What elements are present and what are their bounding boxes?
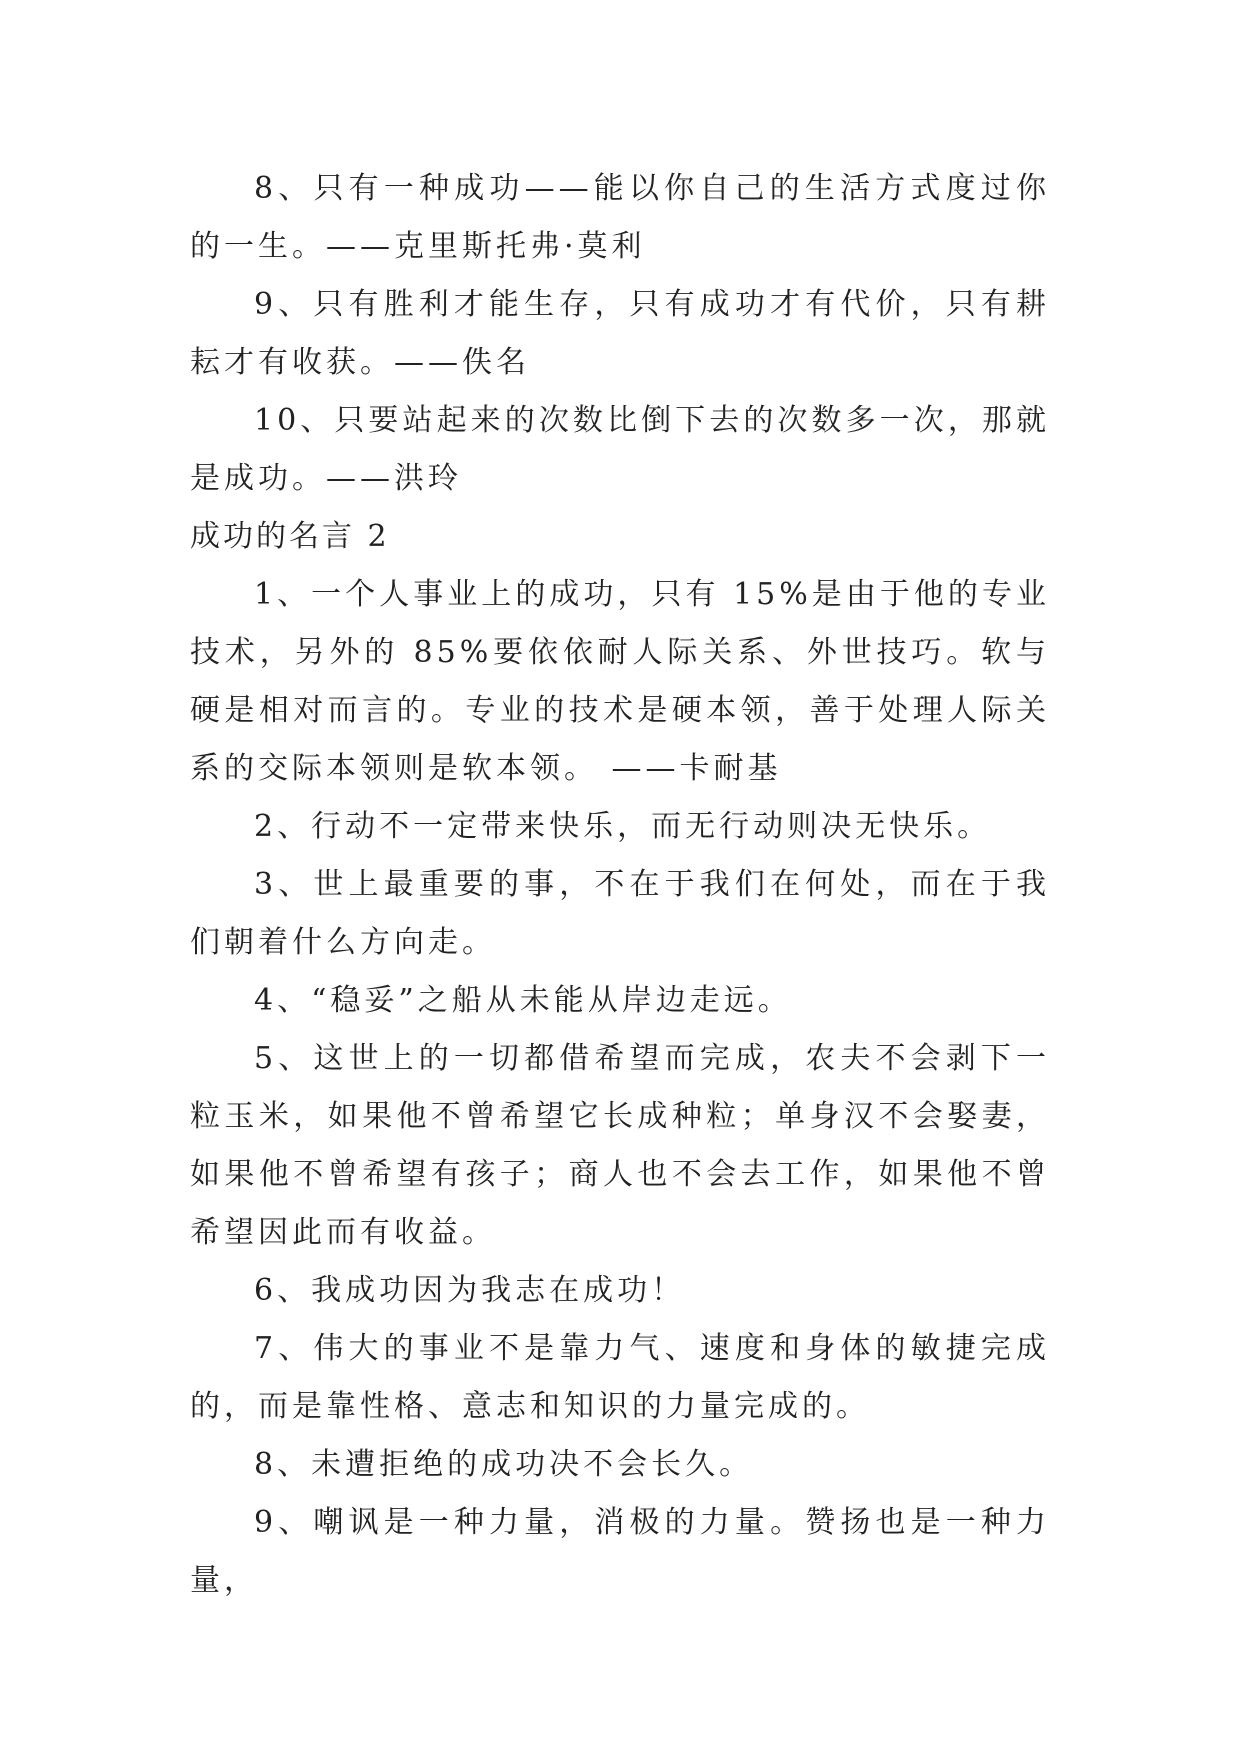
quote-paragraph: 9、嘲讽是一种力量，消极的力量。赞扬也是一种力量，: [190, 1505, 1050, 1598]
quote-paragraph: 10、只要站起来的次数比倒下去的次数多一次，那就是成功。——洪玲: [190, 403, 1050, 496]
quote-paragraph: 9、只有胜利才能生存，只有成功才有代价，只有耕耘才有收获。——佚名: [190, 287, 1050, 380]
section-heading: 成功的名言 2: [190, 519, 390, 554]
quote-paragraph: 6、我成功因为我志在成功！: [254, 1273, 686, 1308]
quote-paragraph: 1、一个人事业上的成功，只有 15%是由于他的专业技术，另外的 85%要依依耐人际关系、外世技巧。软与硬是相对而言的。专业的技术是硬本领，善于处理人际关系的交际本领则是软本领。 ——卡耐基: [190, 577, 1050, 786]
document-body: [190, 160, 1050, 1610]
quote-paragraph: 5、这世上的一切都借希望而完成，农夫不会剥下一粒玉米，如果他不曾希望它长成种粒；单身汉不会娶妻，如果他不曾希望有孩子；商人也不会去工作，如果他不曾希望因此而有收益。: [190, 1041, 1050, 1250]
quote-paragraph: 8、未遭拒绝的成功决不会长久。: [254, 1447, 754, 1482]
quote-paragraph: 7、伟大的事业不是靠力气、速度和身体的敏捷完成的，而是靠性格、意志和知识的力量完成的。: [190, 1331, 1050, 1424]
quote-paragraph: 4、“稳妥”之船从未能从岸边走远。: [254, 983, 792, 1018]
quote-paragraph: 2、行动不一定带来快乐，而无行动则决无快乐。: [254, 809, 992, 844]
quote-paragraph: 8、只有一种成功——能以你自己的生活方式度过你的一生。——克里斯托弗·莫利: [190, 171, 1050, 264]
quote-paragraph: 3、世上最重要的事，不在于我们在何处，而在于我们朝着什么方向走。: [190, 867, 1050, 960]
